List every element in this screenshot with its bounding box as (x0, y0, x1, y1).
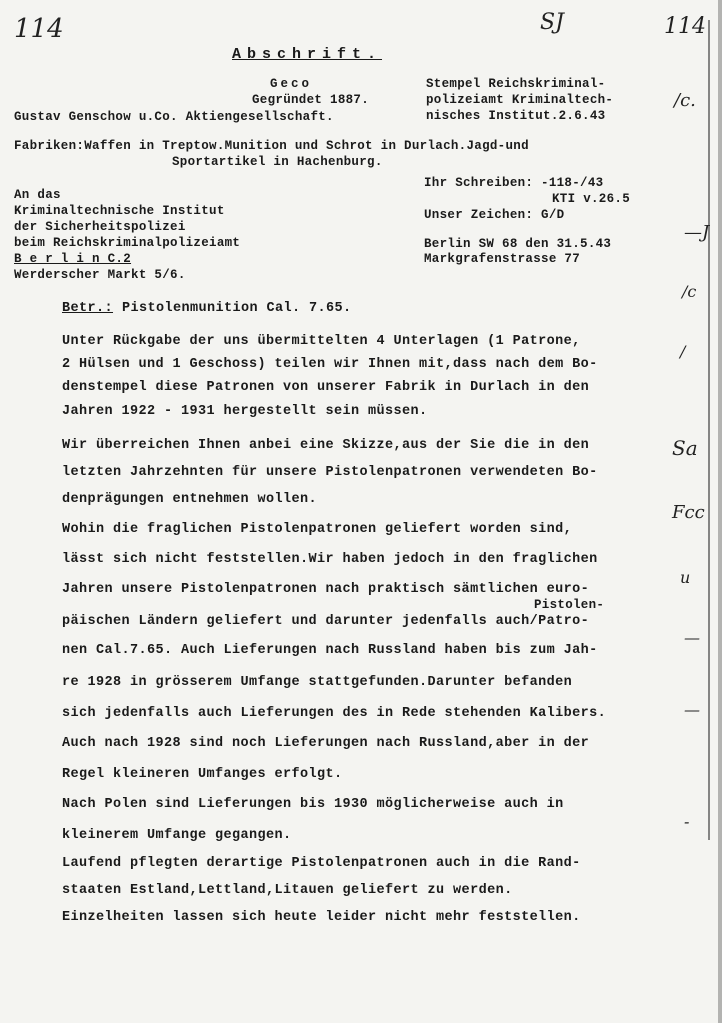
body-line-8: Wohin die fraglichen Pistolenpatronen geliefert worden sind, (62, 522, 573, 537)
company-short-name: Geco (270, 77, 313, 91)
page-fold-line (708, 20, 710, 840)
margin-note-3: /c (682, 282, 697, 301)
address-line-3: der Sicherheitspolizei (14, 220, 186, 234)
sender-street: Markgrafenstrasse 77 (424, 252, 581, 266)
body-line-14: sich jedenfalls auch Lieferungen des in Rede stehenden Kalibers. (62, 706, 607, 721)
archive-number-right: 114 (664, 14, 706, 39)
body-line-2: 2 Hülsen und 1 Geschoss) teilen wir Ihnen mit,dass nach dem Bo- (62, 357, 598, 372)
address-line-1: An das (14, 188, 61, 202)
document-title: Abschrift. (232, 46, 383, 63)
body-line-7: denprägungen entnehmen wollen. (62, 492, 318, 507)
margin-note-7: u (680, 568, 691, 587)
body-line-17: Nach Polen sind Lieferungen bis 1930 möglicherweise auch in (62, 797, 564, 812)
kti-reference: KTI v.26.5 (552, 192, 631, 206)
address-street: Werderscher Markt 5/6. (14, 268, 186, 282)
stamp-line-1: Stempel Reichskriminal- (426, 77, 606, 91)
body-line-1: Unter Rückgabe der uns übermittelten 4 Unterlagen (1 Patrone, (62, 334, 581, 349)
body-line-4: Jahren 1922 - 1931 hergestellt sein müssen. (62, 404, 428, 419)
address-line-4: beim Reichskriminalpolizeiamt (14, 236, 241, 250)
body-line-15: Auch nach 1928 sind noch Lieferungen nach Russland,aber in der (62, 736, 590, 751)
address-city: B e r l i n C.2 (14, 252, 132, 266)
stamp-line-2: polizeiamt Kriminaltech- (426, 93, 614, 107)
body-line-9: lässt sich nicht feststellen.Wir haben jedoch in den fraglichen (62, 552, 598, 567)
body-line-21: Einzelheiten lassen sich heute leider nicht mehr feststellen. (62, 910, 581, 925)
margin-note-9: — (684, 700, 700, 719)
body-line-20: staaten Estland,Lettland,Litauen geliefert zu werden. (62, 883, 513, 898)
our-reference: Unser Zeichen: G/D (424, 208, 565, 222)
margin-note-2: —J (684, 222, 710, 243)
company-founded: Gegründet 1887. (252, 93, 370, 107)
body-line-13: re 1928 in grösserem Umfange stattgefunden.Darunter befanden (62, 675, 573, 690)
body-line-11: päischen Ländern geliefert und darunter jedenfalls auch/Patro- (62, 614, 590, 629)
initials-center: SJ (540, 10, 564, 35)
body-line-3: denstempel diese Patronen von unserer Fabrik in Durlach in den (62, 380, 590, 395)
margin-note-4: / (680, 342, 686, 361)
margin-note-6: Fcc (672, 502, 705, 523)
body-line-19: Laufend pflegten derartige Pistolenpatronen auch in die Rand- (62, 856, 581, 871)
factories-line-2: Sportartikel in Hachenburg. (172, 155, 383, 169)
margin-note-5: Sa (672, 436, 698, 460)
body-line-6: letzten Jahrzehnten für unsere Pistolenpatronen verwendeten Bo- (62, 465, 598, 480)
factories-line-1: Fabriken:Waffen in Treptow.Munition und Schrot in Durlach.Jagd-und (14, 139, 529, 153)
your-letter-reference: Ihr Schreiben: -118-/43 (424, 176, 604, 190)
subject-label: Betr.: (62, 301, 114, 316)
insertion-note: Pistolen- (534, 598, 605, 612)
stamp-line-3: nisches Institut.2.6.43 (426, 109, 606, 123)
archive-number-left: 114 (14, 14, 64, 44)
subject-text: Pistolenmunition Cal. 7.65. (122, 301, 352, 316)
body-line-16: Regel kleineren Umfanges erfolgt. (62, 767, 343, 782)
body-line-18: kleinerem Umfange gegangen. (62, 828, 292, 843)
margin-note-8: — (684, 628, 700, 647)
margin-note-1: /c. (674, 90, 696, 111)
company-full-name: Gustav Genschow u.Co. Aktiengesellschaft. (14, 110, 334, 124)
place-and-date: Berlin SW 68 den 31.5.43 (424, 237, 612, 251)
scan-edge (718, 0, 722, 1023)
margin-note-10: - (684, 812, 690, 831)
body-line-5: Wir überreichen Ihnen anbei eine Skizze,aus der Sie die in den (62, 438, 590, 453)
address-line-2: Kriminaltechnische Institut (14, 204, 225, 218)
body-line-10: Jahren unsere Pistolenpatronen nach praktisch sämtlichen euro- (62, 582, 590, 597)
body-line-12: nen Cal.7.65. Auch Lieferungen nach Russland haben bis zum Jah- (62, 643, 598, 658)
